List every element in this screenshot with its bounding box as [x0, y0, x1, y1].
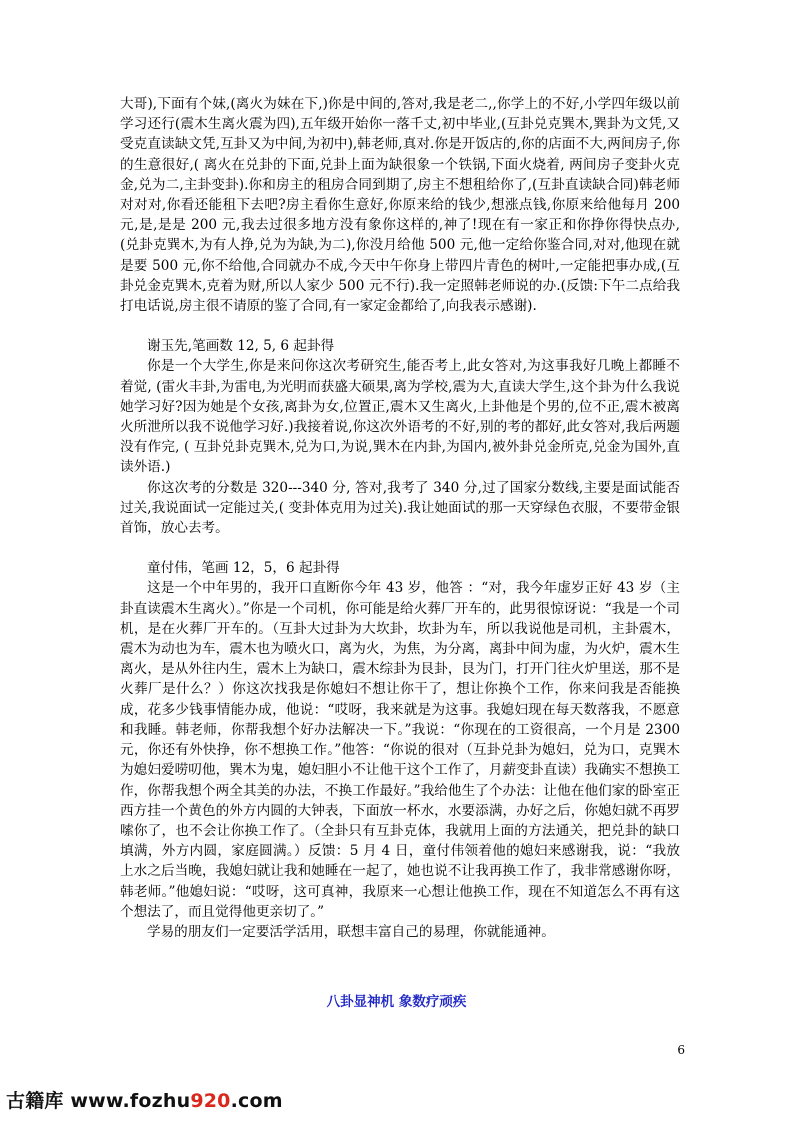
section-heading: 八卦显神机 象数疗顽疾 — [326, 994, 467, 1010]
paragraph: 学易的朋友们一定要活学活用，联想丰富自己的易理，你就能通神。 — [147, 923, 555, 940]
page-number: 6 — [677, 1043, 685, 1057]
footer-watermark[interactable] — [6, 1086, 283, 1113]
paragraph: 童付伟，笔画 12，5，6 起卦得 — [147, 560, 340, 577]
footer-site-tld: .com — [230, 1090, 283, 1112]
footer-site-name: 古籍库 www.fozhu — [6, 1090, 191, 1112]
paragraph: 这是一个中年男的，我开口直断你今年 43 岁，他答 ：“对，我今年虚岁正好 43 岁（主卦直读震木生离火）。”你是一个司机，你可能是给火葬厂开车的，此男很惊讶说：“我是一个司机，是在火葬厂开车的。（互卦大过卦为大坎卦，坎卦为车，所以我说他是司机，主卦震木，震木为动也为车，震木也为喷火口，离为火，为焦，为分离，离卦中间为虚，为火炉，震木生离火，是从外往内生，震木上为缺口，震木综卦为艮卦，艮为门，打开门往火炉里送，那不是火葬厂是什么？）你这次找我是你媳妇不想让你干了，想让你换个工作，你来问我是否能换成，花多少钱事情能办成，他说：“哎呀，我来就是为这事。我媳妇现在每天数落我，不愿意和我睡。韩老师，你帮我想个好办法解决一下。”我说：“你现在的工资很高，一个月是 2300 元，你还有外快挣，你不想换工作。”他答：“你说的很对（互卦兑卦为媳妇，兑为口，克巽木为媳妇爱唠叨他，巽木为鬼，媳妇胆小不让他干这个工作了，月薪变卦直读）我确实不想换工作，你帮我想个两全其美的办法，不换工作最好。”我给他生了个办法：让他在他们家的卧室正西方挂一个黄色的外方内圆的大钟表，下面放一杯水，水要添满，办好之后，你媳妇就不再罗嗦你了，也不会让你换工作了。（全卦只有互卦克体，我就用上面的方法通关，把兑卦的缺口填满，外方内圆，家庭圆满。）反馈：5 月 4 日，童付伟领着他的媳妇来感谢我，说：“我放上水之后当晚，我媳妇就让我和她睡在一起了，她也说不让我再换工作了，我非常感谢你呀，韩老师。”他媳妇说：“哎呀，这可真神，我原来一心想让他换工作，现在不知道怎么不再有这个想法了，而且觉得他更亲切了。” — [120, 580, 680, 920]
body-text — [120, 94, 680, 942]
footer-site-number: 920 — [190, 1090, 231, 1112]
paragraph: 你是一个大学生,你是来问你这次考研究生,能否考上,此女答对,为这事我好几晚上都睡不着觉, (雷火丰卦,为雷电,为光明而获盛大硕果,离为学校,震为大,直读大学生,这个卦为什么我说她学习好?因为她是个女孩,离卦为女,位置正,震木又生离火,上卦他是个男的,位不正,震木被离火所泄所以我不说他学习好.)我接着说,你这次外语考的不好,别的考的都好,此女答对,我后两题没有作完, ( 互卦兑卦克巽木,兑为口,为说,巽木在内卦,为国内,被外卦兑金所克,兑金为国外,直读外语.) — [120, 358, 680, 476]
paragraph: 谢玉先,笔画数 12, 5, 6 起卦得 — [147, 338, 335, 355]
paragraph-gap — [120, 538, 680, 558]
paragraph: 大哥),下面有个妹,(离火为妹在下,)你是中间的,答对,我是老二,,你学上的不好,小学四年级以前学习还行(震木生离火震为四),五年级开始你一落千丈,初中毕业,(互卦兑克巽木,巽卦为文凭,又受克直读缺文凭,互卦又为中间,为初中),韩老师,真对.你是开饭店的,你的店面不大,两间房子,你的生意很好,( 离火在兑卦的下面,兑卦上面为缺很象一个铁锅,下面火烧着, 两间房子变卦火克金,兑为二,主卦变卦).你和房主的租房合同到期了,房主不想租给你了,(互卦直读缺合同)韩老师对对对,你看还能租下去吧?房主看你生意好,你原来给的钱少,想涨点钱,你原来给他每月 200 元,是,是是 200 元,我去过很多地方没有象你这样的,神了!现在有一家正和你挣你得快点办, (兑卦克巽木,为有人挣,兑为为缺,为二),你没月给他 500 元,他一定给你鉴合同,对对,他现在就是要 500 元,你不给他,合同就办不成,今天中午你身上带四片青色的树叶,一定能把事办成,(互卦兑金克巽木,克着为财,所以人家少 500 元不行).我一定照韩老师说的办.(反馈:下午二点给我打电话说,房主很不请原的鉴了合同,有一家定金都给了,向我表示感谢). — [120, 96, 680, 315]
paragraph-gap — [120, 316, 680, 336]
paragraph: 你这次考的分数是 320---340 分, 答对,我考了 340 分,过了国家分数线,主要是面试能否过关,我说面试一定能过关,( 变卦体克用为过关).我让她面试的那一天穿绿色衣服，不要带金银首饰，放心去考。 — [120, 479, 680, 537]
